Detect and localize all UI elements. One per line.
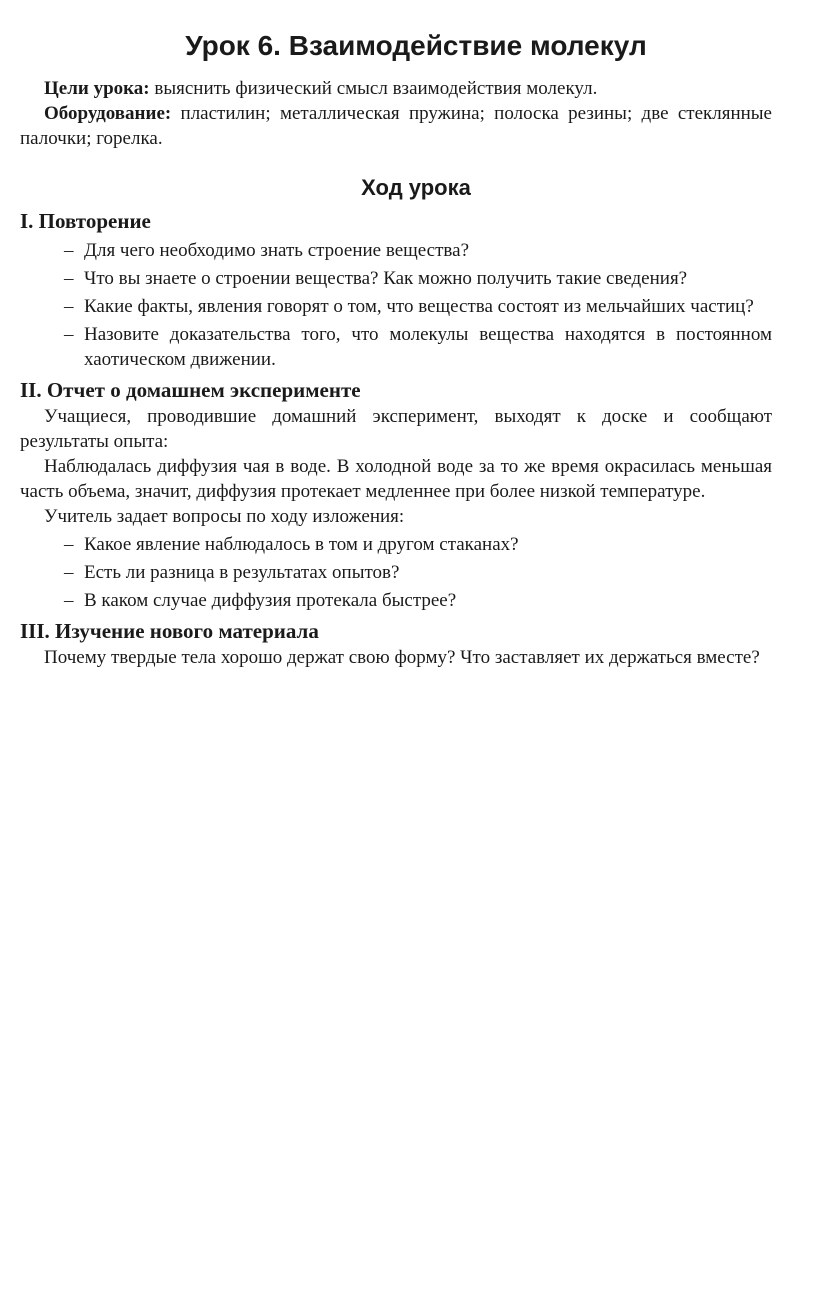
list-item: [64, 560, 772, 585]
goals-text: выяснить физический смысл взаимодействия молекул.: [154, 78, 598, 99]
dash-marker: –: [64, 296, 74, 317]
dash-marker: –: [64, 268, 74, 289]
list-item: [64, 532, 772, 557]
lesson-page: [20, 28, 772, 670]
paragraph: Учитель задает вопросы по ходу изложения:: [44, 506, 405, 527]
list-item: [64, 266, 772, 291]
section-heading-repetition: I. Повторение: [20, 209, 151, 233]
question-text: Что вы знаете о строении вещества? Как можно получить такие сведения?: [84, 268, 688, 289]
course-title: Ход урока: [361, 175, 471, 200]
dash-marker: –: [64, 590, 74, 611]
lesson-goals: [20, 76, 772, 101]
question-text: В каком случае диффузия протекала быстрее?: [84, 590, 457, 611]
lesson-title: Урок 6. Взаимодействие молекул: [185, 30, 647, 61]
list-item: [64, 322, 772, 372]
section-heading-home-experiment: II. Отчет о домашнем эксперименте: [20, 378, 361, 402]
goals-label: Цели урока:: [44, 78, 150, 99]
paragraph: Наблюдалась диффузия чая в воде. В холодной воде за то же время окрасилась меньшая часть объема, значит, диффузия протекает медленнее при более низкой температуре.: [20, 456, 772, 502]
repetition-question-list: [20, 238, 772, 372]
list-item: [64, 588, 772, 613]
question-text: Назовите доказательства того, что молекулы вещества находятся в постоянном хаотическом движении.: [84, 324, 772, 370]
dash-marker: –: [64, 534, 74, 555]
section-heading-new-material: III. Изучение нового материала: [20, 619, 319, 643]
equipment-label: Оборудование:: [44, 103, 172, 124]
dash-marker: –: [64, 562, 74, 583]
lesson-equipment: [20, 101, 772, 151]
dash-marker: –: [64, 324, 74, 345]
dash-marker: –: [64, 240, 74, 261]
question-text: Какие факты, явления говорят о том, что вещества состоят из мельчайших частиц?: [84, 296, 754, 317]
paragraph: Учащиеся, проводившие домашний эксперимент, выходят к доске и сообщают результаты опыта:: [20, 406, 772, 452]
question-text: Какое явление наблюдалось в том и другом стаканах?: [84, 534, 519, 555]
teacher-question-list: [20, 532, 772, 613]
list-item: [64, 238, 772, 263]
question-text: Есть ли разница в результатах опытов?: [84, 562, 400, 583]
list-item: [64, 294, 772, 319]
equipment-text: пластилин; металлическая пружина; полоска резины; две стеклянные палочки; горелка.: [20, 103, 772, 149]
paragraph: Почему твердые тела хорошо держат свою форму? Что заставляет их держаться вместе?: [44, 647, 760, 668]
question-text: Для чего необходимо знать строение вещества?: [84, 240, 470, 261]
